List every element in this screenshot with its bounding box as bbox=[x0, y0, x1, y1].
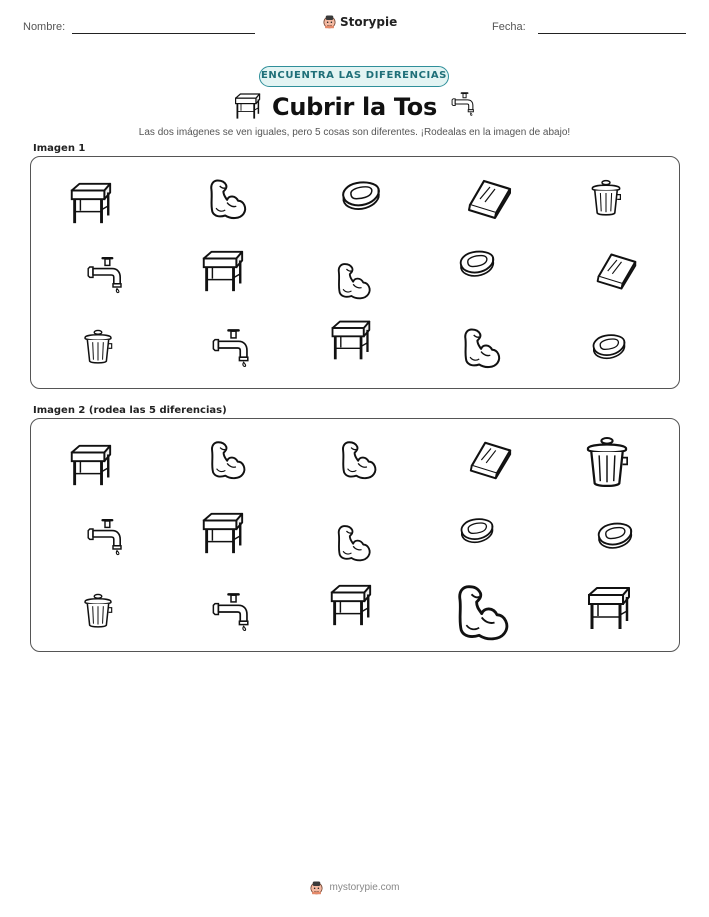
date-label: Fecha: bbox=[492, 21, 526, 33]
date-field-line[interactable] bbox=[538, 33, 686, 34]
faucet-icon[interactable] bbox=[209, 327, 253, 369]
towel-icon[interactable] bbox=[466, 437, 514, 485]
name-field-line[interactable] bbox=[72, 33, 255, 34]
towel-icon[interactable] bbox=[464, 175, 514, 225]
soap-icon[interactable] bbox=[451, 243, 503, 285]
faucet-icon bbox=[450, 91, 476, 117]
trash-can-icon[interactable] bbox=[586, 174, 626, 220]
table-icon[interactable] bbox=[197, 509, 247, 557]
table-icon[interactable] bbox=[583, 583, 633, 633]
page-title: Cubrir la Tos bbox=[272, 93, 437, 121]
title-row bbox=[0, 90, 709, 124]
storypie-mascot-icon bbox=[322, 14, 337, 29]
table-icon bbox=[232, 91, 262, 121]
image2-label: Imagen 2 (rodea las 5 diferencias) bbox=[33, 405, 227, 416]
brand-logo bbox=[322, 14, 397, 29]
brand-name: Storypie bbox=[340, 14, 398, 29]
muscle-arm-icon[interactable] bbox=[449, 579, 517, 643]
name-label: Nombre: bbox=[23, 21, 66, 33]
towel-icon[interactable] bbox=[593, 249, 639, 295]
muscle-arm-icon[interactable] bbox=[331, 259, 377, 301]
soap-icon[interactable] bbox=[589, 515, 641, 557]
table-icon[interactable] bbox=[197, 247, 247, 295]
muscle-arm-icon[interactable] bbox=[205, 437, 251, 481]
table-icon[interactable] bbox=[65, 441, 115, 489]
muscle-arm-icon[interactable] bbox=[335, 437, 383, 481]
table-icon[interactable] bbox=[325, 317, 375, 363]
muscle-arm-icon[interactable] bbox=[459, 324, 505, 370]
soap-icon[interactable] bbox=[334, 173, 388, 219]
table-icon[interactable] bbox=[325, 581, 375, 629]
trash-can-icon[interactable] bbox=[579, 428, 635, 494]
image1-label: Imagen 1 bbox=[33, 143, 86, 154]
image1-panel bbox=[30, 156, 680, 389]
instructions: Las dos imágenes se ven iguales, pero 5 cosas son diferentes. ¡Rodealas en la imagen de abajo! bbox=[138, 127, 571, 138]
soap-icon[interactable] bbox=[451, 511, 503, 551]
footer-url[interactable]: mystorypie.com bbox=[329, 882, 400, 893]
trash-can-icon[interactable] bbox=[79, 587, 117, 633]
trash-can-icon[interactable] bbox=[79, 323, 117, 369]
faucet-icon[interactable] bbox=[209, 591, 253, 633]
muscle-arm-icon[interactable] bbox=[205, 175, 251, 221]
faucet-icon[interactable] bbox=[83, 517, 127, 557]
muscle-arm-icon[interactable] bbox=[331, 521, 377, 563]
faucet-icon[interactable] bbox=[83, 255, 127, 295]
activity-badge: ENCUENTRA LAS DIFERENCIAS bbox=[259, 66, 449, 87]
table-icon[interactable] bbox=[65, 179, 115, 227]
footer bbox=[0, 880, 709, 895]
image2-panel bbox=[30, 418, 680, 652]
storypie-mascot-icon bbox=[309, 880, 324, 895]
soap-icon[interactable] bbox=[583, 327, 635, 367]
